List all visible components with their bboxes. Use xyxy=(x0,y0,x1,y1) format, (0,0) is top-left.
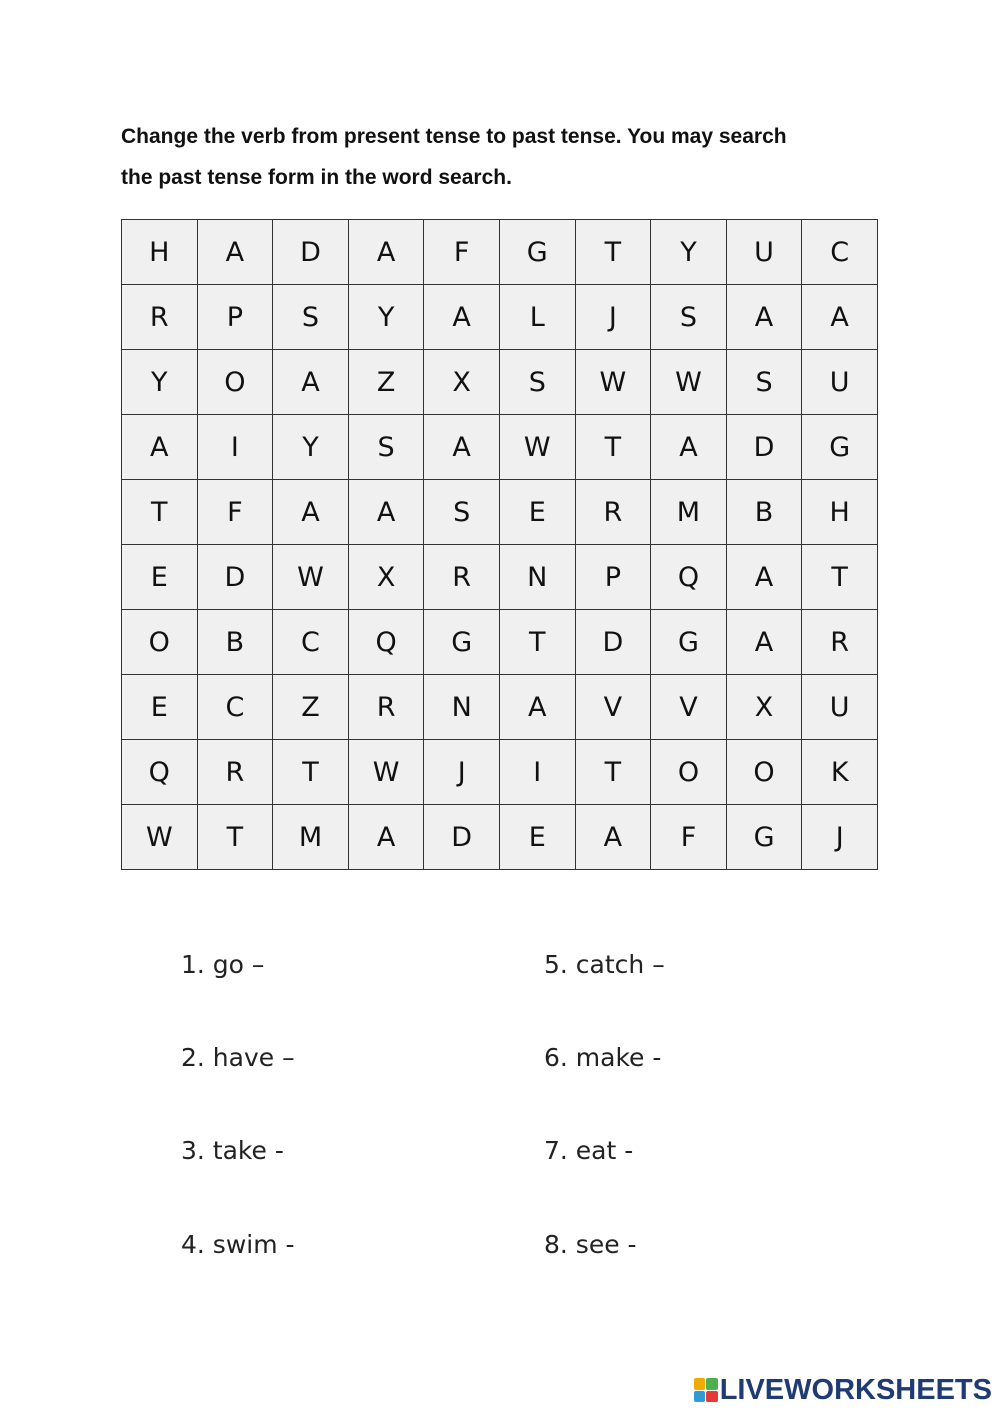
grid-cell: S xyxy=(273,285,349,350)
grid-cell: X xyxy=(348,545,424,610)
grid-cell: B xyxy=(197,610,273,675)
grid-cell: S xyxy=(726,350,802,415)
liveworksheets-logo-icon xyxy=(694,1378,718,1402)
grid-cell: U xyxy=(726,220,802,285)
grid-cell: W xyxy=(122,805,198,870)
grid-cell: T xyxy=(499,610,575,675)
grid-cell: Z xyxy=(273,675,349,740)
grid-cell: G xyxy=(802,415,878,480)
grid-cell: A xyxy=(651,415,727,480)
grid-cell: H xyxy=(802,480,878,545)
grid-cell: E xyxy=(122,675,198,740)
grid-cell: G xyxy=(499,220,575,285)
grid-cell: S xyxy=(499,350,575,415)
grid-cell: A xyxy=(273,480,349,545)
grid-cell: C xyxy=(197,675,273,740)
grid-cell: P xyxy=(575,545,651,610)
question-7: 7. eat - xyxy=(544,1136,634,1165)
grid-cell: W xyxy=(499,415,575,480)
grid-cell: R xyxy=(197,740,273,805)
grid-cell: L xyxy=(499,285,575,350)
grid-cell: A xyxy=(726,285,802,350)
grid-cell: Y xyxy=(348,285,424,350)
grid-cell: Q xyxy=(651,545,727,610)
grid-cell: N xyxy=(424,675,500,740)
grid-cell: A xyxy=(122,415,198,480)
grid-cell: R xyxy=(348,675,424,740)
grid-cell: Y xyxy=(122,350,198,415)
grid-cell: M xyxy=(273,805,349,870)
grid-row xyxy=(122,545,878,610)
grid-cell: T xyxy=(575,415,651,480)
grid-row xyxy=(122,285,878,350)
grid-cell: V xyxy=(575,675,651,740)
grid-cell: D xyxy=(424,805,500,870)
grid-cell: F xyxy=(651,805,727,870)
grid-row xyxy=(122,805,878,870)
grid-cell: T xyxy=(575,220,651,285)
grid-cell: A xyxy=(726,610,802,675)
question-1: 1. go – xyxy=(181,950,265,979)
grid-cell: S xyxy=(651,285,727,350)
grid-cell: J xyxy=(424,740,500,805)
grid-row xyxy=(122,675,878,740)
word-search-grid xyxy=(121,219,878,870)
grid-cell: W xyxy=(348,740,424,805)
grid-row xyxy=(122,415,878,480)
grid-cell: R xyxy=(802,610,878,675)
grid-cell: F xyxy=(197,480,273,545)
grid-cell: T xyxy=(575,740,651,805)
grid-cell: S xyxy=(424,480,500,545)
question-3: 3. take - xyxy=(181,1136,284,1165)
grid-cell: G xyxy=(651,610,727,675)
grid-cell: Y xyxy=(651,220,727,285)
grid-cell: A xyxy=(348,220,424,285)
grid-cell: E xyxy=(499,805,575,870)
grid-row xyxy=(122,610,878,675)
grid-cell: X xyxy=(424,350,500,415)
grid-cell: G xyxy=(726,805,802,870)
grid-cell: O xyxy=(122,610,198,675)
grid-cell: A xyxy=(575,805,651,870)
brand-text: LIVEWORKSHEETS xyxy=(719,1373,992,1406)
grid-cell: T xyxy=(197,805,273,870)
grid-row xyxy=(122,220,878,285)
grid-cell: K xyxy=(802,740,878,805)
grid-cell: H xyxy=(122,220,198,285)
question-6: 6. make - xyxy=(544,1043,662,1072)
instructions xyxy=(121,116,901,198)
instructions-line-2: the past tense form in the word search. xyxy=(121,166,512,189)
grid-cell: J xyxy=(802,805,878,870)
grid-cell: O xyxy=(197,350,273,415)
grid-cell: D xyxy=(197,545,273,610)
grid-cell: V xyxy=(651,675,727,740)
grid-cell: P xyxy=(197,285,273,350)
grid-cell: O xyxy=(726,740,802,805)
liveworksheets-brand xyxy=(694,1375,992,1405)
grid-cell: I xyxy=(499,740,575,805)
grid-cell: W xyxy=(575,350,651,415)
grid-cell: S xyxy=(348,415,424,480)
grid-cell: Q xyxy=(348,610,424,675)
question-2: 2. have – xyxy=(181,1043,295,1072)
grid-cell: G xyxy=(424,610,500,675)
grid-cell: T xyxy=(273,740,349,805)
grid-cell: T xyxy=(802,545,878,610)
grid-cell: N xyxy=(499,545,575,610)
grid-cell: A xyxy=(348,480,424,545)
grid-row xyxy=(122,740,878,805)
grid-cell: U xyxy=(802,675,878,740)
grid-cell: Z xyxy=(348,350,424,415)
grid-cell: O xyxy=(651,740,727,805)
grid-cell: C xyxy=(273,610,349,675)
grid-cell: A xyxy=(499,675,575,740)
grid-cell: M xyxy=(651,480,727,545)
grid-cell: R xyxy=(122,285,198,350)
grid-row xyxy=(122,480,878,545)
grid-cell: A xyxy=(273,350,349,415)
grid-cell: J xyxy=(575,285,651,350)
grid-cell: C xyxy=(802,220,878,285)
grid-cell: T xyxy=(122,480,198,545)
grid-cell: A xyxy=(197,220,273,285)
grid-cell: W xyxy=(651,350,727,415)
grid-cell: E xyxy=(122,545,198,610)
grid-row xyxy=(122,350,878,415)
grid-cell: B xyxy=(726,480,802,545)
grid-cell: Y xyxy=(273,415,349,480)
grid-cell: U xyxy=(802,350,878,415)
grid-cell: Q xyxy=(122,740,198,805)
grid-cell: A xyxy=(348,805,424,870)
instructions-line-1: Change the verb from present tense to past tense. You may search xyxy=(121,125,787,148)
grid-cell: A xyxy=(726,545,802,610)
grid-cell: I xyxy=(197,415,273,480)
grid-cell: D xyxy=(575,610,651,675)
grid-cell: W xyxy=(273,545,349,610)
grid-cell: A xyxy=(802,285,878,350)
grid-cell: A xyxy=(424,285,500,350)
grid-cell: X xyxy=(726,675,802,740)
question-5: 5. catch – xyxy=(544,950,665,979)
grid-cell: E xyxy=(499,480,575,545)
grid-cell: R xyxy=(424,545,500,610)
question-8: 8. see - xyxy=(544,1230,637,1259)
grid-cell: D xyxy=(726,415,802,480)
question-4: 4. swim - xyxy=(181,1230,295,1259)
grid-cell: R xyxy=(575,480,651,545)
grid-cell: D xyxy=(273,220,349,285)
grid-cell: F xyxy=(424,220,500,285)
grid-cell: A xyxy=(424,415,500,480)
